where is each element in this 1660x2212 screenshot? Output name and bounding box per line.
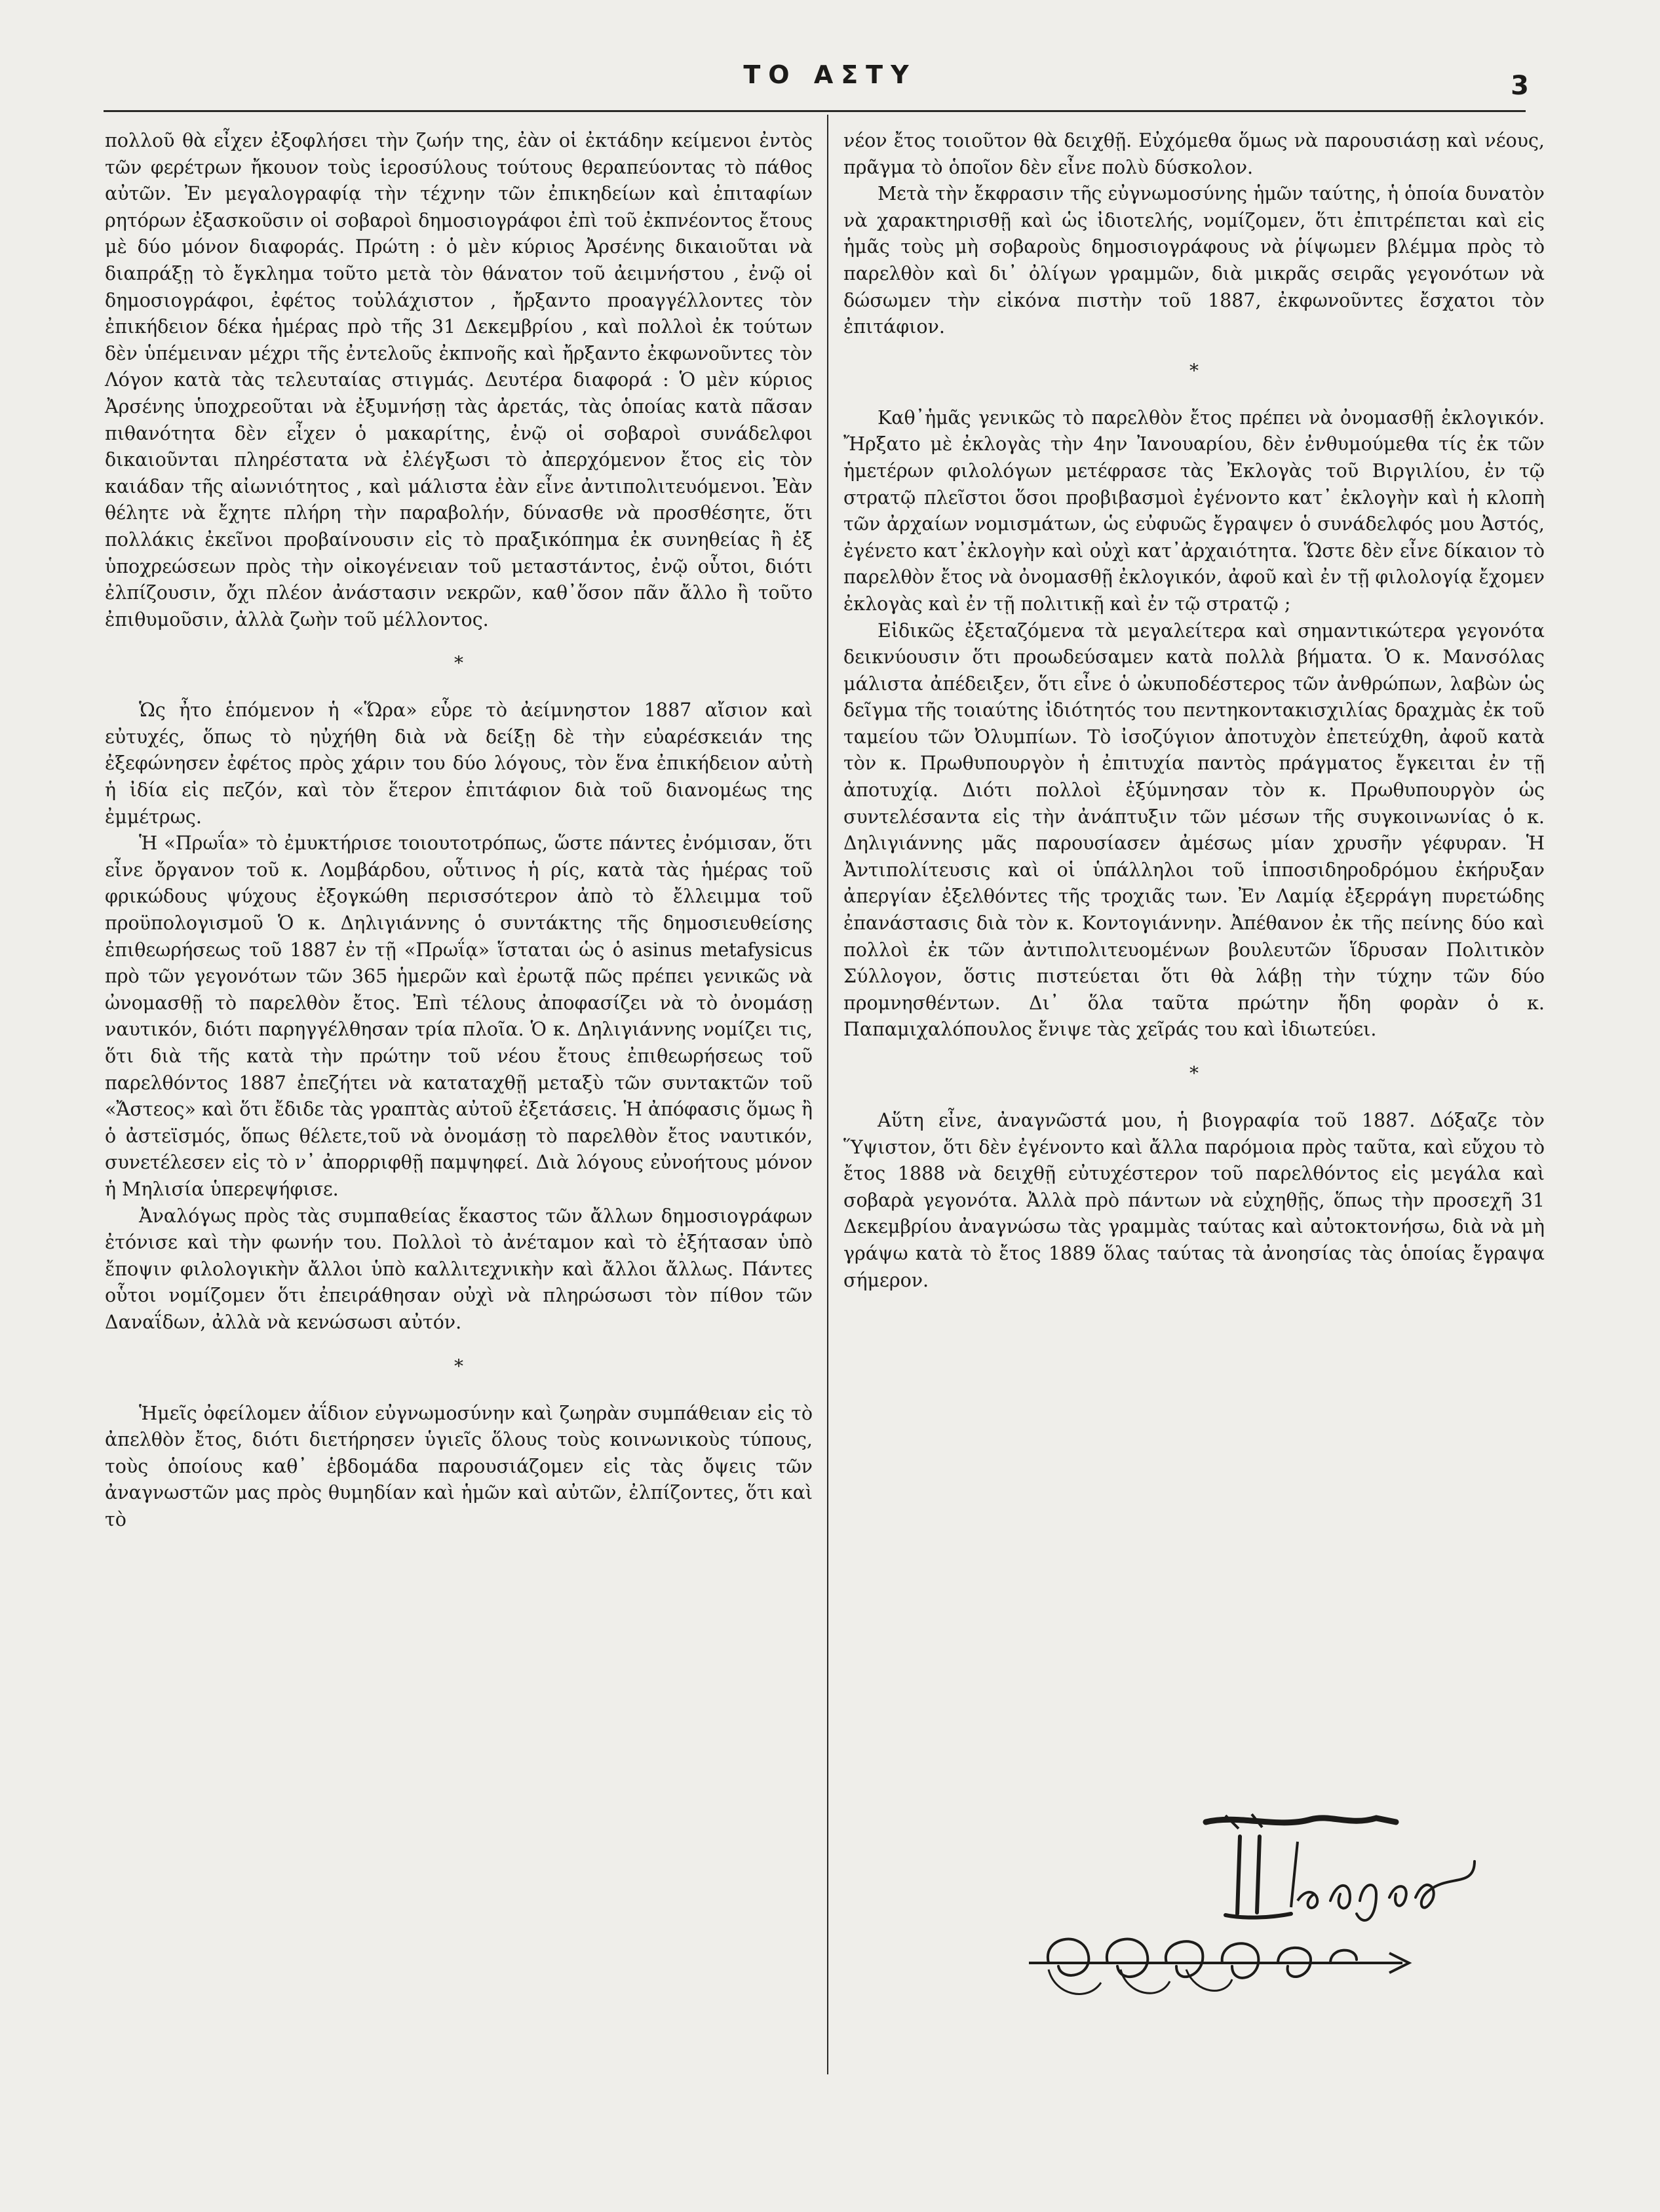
paragraph: Καθ᾽ἡμᾶς γενικῶς τὸ παρελθὸν ἔτος πρέπει νὰ ὀνομασθῇ ἐκλογικόν. Ἤρξατο μὲ ἐκλογὰς τὴν 4ην Ἰανουαρίου, δὲν ἐνθυμούμεθα τίς ἐκ τῶν ἡμετέρων φιλολόγων μετέφρασε τὰς Ἐκλογὰς τοῦ Βιργιλίου, ἐν τῷ στρατῷ πλεῖστοι ὅσοι προβιβασμοὶ ἐγένοντο κατ᾽ ἐκλογὴν καὶ ἡ κλοπὴ τῶν ἀρχαίων νομισμάτων, ὡς εὐφυῶς ἔγραψεν ὁ συνάδελφός μου Ἀστός, ἐγένετο κατ᾽ἐκλογὴν καὶ οὐχὶ κατ᾽ἀρχαιότητα. Ὥστε δὲν εἶνε δίκαιον τὸ παρελθὸν ἔτος νὰ ὀνομασθῇ ἐκλογικόν, ἀφοῦ καὶ ἐν τῇ φιλολογίᾳ ἔχομεν ἐκλογὰς καὶ ἐν τῇ πολιτικῇ καὶ ἐν τῷ στρατῷ ; — [843, 406, 1545, 615]
paragraph: νέον ἔτος τοιοῦτον θὰ δειχθῇ. Εὐχόμεθα ὅμως νὰ παρουσιάσῃ καὶ νέους, πρᾶγμα τὸ ὁποῖον δὲν εἶνε πολὺ δύσκολον. — [843, 130, 1545, 178]
paragraph: Εἰδικῶς ἐξεταζόμενα τὰ μεγαλείτερα καὶ σημαντικώτερα γεγονότα δεικνύουσιν ὅτι προωδεύσαμεν κατὰ πολλὰ βήματα. Ὁ κ. Μανσόλας μάλιστα ἀπέδειξεν, ὅτι εἶνε ὁ ὠκυποδέστερος τῶν ἀνθρώπων, λαβὼν ὡς δεῖγμα τῆς τοιαύτης ἰδιότητός του πεντηκοντακισχιλίας δραχμὰς ἐκ τοῦ ταμείου τῶν Ὀλυμπίων. Τὸ ἰσοζύγιον ἀποτυχὸν ἐπετεύχθη, ἀφοῦ κατὰ τὸν κ. Πρωθυπουργὸν ἡ ἐπιτυχία παντὸς πράγματος ἔγκειται ἐν τῇ ἀποτυχίᾳ. Διότι πολλοὶ ἐξύμνησαν τὸν κ. Πρωθυπουργὸν ὡς συντελέσαντα εἰς τὴν ἀνάπτυξιν τῶν μέσων τῆς συγκοινωνίας ὁ κ. Δηλιγιάννης μᾶς παρουσίασεν ἀμέσως μίαν χρυσῆν γέφυραν. Ἡ Ἀντιπολίτευσις καὶ οἱ ὑπάλληλοι τοῦ ἱπποσιδηροδρόμου ἐκήρυξαν ἀπεργίαν ἐξελθόντες τῆς τροχιᾶς των. Ἐν Λαμίᾳ ἐξερράγη πυρετώδης ἐπανάστασις διὰ τὸν κ. Κοντογιάννην. Ἀπέθανον ἐκ τῆς πείνης δύο καὶ πολλοὶ ἐκ τῶν ἀντιπολιτευομένων βουλευτῶν ἵδρυσαν Πολιτικὸν Σύλλογον, ὅστις πιστεύεται ὅτι θὰ λάβῃ τὴν τύχην τῶν δύο προμνησθέντων. Δι᾽ ὅλα ταῦτα πρώτην ἤδη φορὰν ὁ κ. Παπαμιχαλόπουλος ἔνιψε τὰς χεῖράς του καὶ ἰδιωτεύει. — [843, 619, 1545, 1041]
page-number: 3 — [1511, 71, 1529, 101]
left-column — [105, 128, 813, 1534]
paragraph: Αὕτη εἶνε, ἀναγνῶστά μου, ἡ βιογραφία τοῦ 1887. Δόξαζε τὸν Ὕψιστον, ὅτι δὲν ἐγένοντο καὶ ἄλλα παρόμοια πρὸς ταῦτα, καὶ εὔχου τὸ ἔτος 1888 νὰ δειχθῇ εὐτυχέστερον τοῦ παρελθόντος εἰς μεγάλα καὶ σοβαρὰ γεγονότα. Ἀλλὰ πρὸ πάντων νὰ εὐχηθῇς, ὅπως τὴν προσεχῆ 31 Δεκεμβρίου ἀναγνώσω τὰς γραμμὰς ταύτας καὶ αὐτοκτονήσω, διὰ νὰ μὴ γράψω κατὰ τὸ ἔτος 1889 ὅλας ταύτας τὰ ἀνοησίας τὰς ὁποίας ἔγραψα σήμερον. — [843, 1110, 1545, 1291]
section-separator: * — [1189, 359, 1199, 381]
paragraph: πολλοῦ θὰ εἶχεν ἐξοφλήσει τὴν ζωήν της, ἐὰν οἱ ἐκτάδην κείμενοι ἐντὸς τῶν φερέτρων ἤκουον τοὺς ἱεροσύλους τούτους θεραπεύοντας τὸ πάθος αὐτῶν. Ἐν μεγαλογραφίᾳ τὴν τέχνην τῶν ἐπικηδείων καὶ ἐπιταφίων ρητόρων ἐξασκοῦσιν οἱ σοβαροὶ δημοσιογράφοι ἐπὶ τοῦ ἐκπνέοντος ἔτους μὲ δύο μόνον διαφοράς. Πρώτη : ὁ μὲν κύριος Ἀρσένης δικαιοῦται νὰ διαπράξῃ τὸ ἔγκλημα τοῦτο μετὰ τὸν θάνατον τοῦ ἀειμνήστου , ἐνῷ οἱ δημοσιογράφοι, ἐφέτος τοὐλάχιστον , ἤρξαντο προαγγέλλοντες τὸν ἐπικήδειον δέκα ἡμέρας πρὸ τῆς 31 Δεκεμβρίου , καὶ πολλοὶ ἐκ τούτων δὲν ὑπέμειναν μέχρι τῆς ἐντελοῦς ἐκπνοῆς καὶ ἤρξαντο ἐκφωνοῦντες τὸν Λόγον κατὰ τὰς τελευταίας στιγμάς. Δευτέρα διαφορά : Ὁ μὲν κύριος Ἀρσένης ὑποχρεοῦται νὰ ἐξυμνήσῃ τὰς ἀρετάς, τὰς ὁποίας κατὰ πᾶσαν πιθανότητα δὲν εἶχεν ὁ μακαρίτης, ἐνῷ οἱ σοβαροὶ συνάδελφοι δικαιοῦνται πληρέστατα νὰ ἐλέγξωσι τὸ ἀπερχόμενον ἔτος εἰς τὸν καιάδαν τῆς αἰωνιότητος , καὶ μάλιστα ἐὰν εἶνε ἀντιπολιτευόμενοι. Ἐὰν θέλητε νὰ ἔχητε πλήρη τὴν παραβολήν, δύνασθε νὰ προσθέσητε, ὅτι πολλάκις ἐκεῖνοι προβαίνουσιν εἰς τὸ πραξικόπημα ἐκ συνηθείας ἢ ἐξ ὑποχρεώσεων πρὸς τὴν οἰκογένειαν τοῦ μεταστάντος, ἐνῷ οὗτοι, διότι ἐλπίζουσιν, ὄχι πλέον ἀνάστασιν νεκρῶν, καθ᾽ὅσον πᾶν ἄλλο ἢ τοῦτο ἐπιθυμοῦσιν, ἀλλὰ ζωὴν τοῦ μέλλοντος. — [105, 130, 813, 631]
paragraph: Ἡ «Πρωΐα» τὸ ἐμυκτήρισε τοιουτοτρόπως, ὥστε πάντες ἐνόμισαν, ὅτι εἶνε ὄργανον τοῦ κ. Λομβάρδου, οὗτινος ἡ ρίς, κατὰ τὰς ἡμέρας τοῦ φρικώδους ψύχους ἐξογκώθη περισσότερον ἀπὸ τὸ ἔλλειμμα τοῦ προϋπολογισμοῦ Ὁ κ. Δηλιγιάννης ὁ συντάκτης τῆς δημοσιευθείσης ἐπιθεωρήσεως τοῦ 1887 ἐν τῇ «Πρωΐᾳ» ἵσταται ὡς ὁ asinus metafysicus πρὸ τῶν γεγονότων τῶν 365 ἡμερῶν καὶ ἐρωτᾷ πῶς πρέπει γενικῶς νὰ ὠνομασθῇ τὸ παρελθὸν ἔτος. Ἐπὶ τέλους ἀποφασίζει νὰ τὸ ὀνομάσῃ ναυτικόν, διότι παρηγγέλθησαν τρία πλοῖα. Ὁ κ. Δηλιγιάννης νομίζει τις, ὅτι διὰ τῆς κατὰ τὴν πρώτην τοῦ νέου ἔτους ἐπιθεωρήσεως τοῦ παρελθόντος 1887 ἐπεζήτει νὰ καταταχθῇ μεταξὺ τῶν συντακτῶν τοῦ «Ἄστεος» καὶ ὅτι ἔδιδε τὰς γραπτὰς αὐτοῦ ἐξετάσεις. Ἡ ἀπόφασις ὅμως ἢ ὁ ἀστεϊσμός, ὅπως θέλετε,τοῦ νὰ ὀνομάσῃ τὸ παρελθὸν ἔτος ναυτικόν, συνετέλεσεν εἰς τὸ ν᾽ ἀπορριφθῇ παμψηφεί. Διὰ λόγους εὐνοήτους μόνον ἡ Μηλισία ὑπερεψήφισε. — [105, 832, 813, 1200]
paragraph: Ἡμεῖς ὀφείλομεν ἀΐδιον εὐγνωμοσύνην καὶ ζωηρὰν συμπάθειαν εἰς τὸ ἀπελθὸν ἔτος, διότι διετήρησεν ὑγιεῖς ὅλους τοὺς κοινωνικοὺς τύπους, τοὺς ὁποίους καθ᾽ ἑβδομάδα παρουσιάζομεν εἰς τὰς ὄψεις τῶν ἀναγνωστῶν μας πρὸς θυμηδίαν καὶ ἡμῶν καὶ αὐτῶν, ἐλπίζοντες, ὅτι καὶ τὸ — [105, 1402, 813, 1530]
paragraph: Ὡς ἦτο ἑπόμενον ἡ «Ὥρα» εὗρε τὸ ἀείμνηστον 1887 αἴσιον καὶ εὐτυχές, ὅπως τὸ ηὐχήθη διὰ νὰ δείξῃ δὲ τὴν εὐαρέσκειάν της ἐξεφώνησεν ἐφέτος πρὸς χάριν του δύο λόγους, τὸν ἕνα ἐπικήδειον αὐτὴ ἡ ἰδία εἰς πεζόν, καὶ τὸν ἕτερον ἐπιτάφιον διὰ τοῦ διανομέως της ἐμμέτρως. — [105, 699, 813, 828]
header-rule — [104, 110, 1526, 112]
decorative-flourish — [1022, 1924, 1416, 2009]
section-separator: * — [454, 1355, 463, 1377]
section-separator: * — [1189, 1062, 1199, 1084]
author-signature — [1199, 1802, 1540, 1933]
paragraph: Μετὰ τὴν ἔκφρασιν τῆς εὐγνωμοσύνης ἡμῶν ταύτης, ἡ ὁποία δυνατὸν νὰ χαρακτηρισθῇ καὶ ὡς ἰδιοτελής, νομίζομεν, ὅτι ἐπιτρέπεται καὶ εἰς ἡμᾶς τοὺς μὴ σοβαροὺς δημοσιογράφους νὰ ῥίψωμεν βλέμμα πρὸς τὸ παρελθὸν καὶ δι᾽ ὀλίγων γραμμῶν, διὰ μικρᾶς σειρᾶς γεγονότων νὰ δώσωμεν τὴν εἰκόνα πιστὴν τοῦ 1887, ἐκφωνοῦντες ἔσχατοι τὸν ἐπιτάφιον. — [843, 183, 1545, 338]
section-separator: * — [454, 652, 463, 674]
newspaper-title: ΤΟ ΑΣΤΥ — [743, 60, 917, 89]
right-column — [843, 128, 1545, 1294]
column-divider — [827, 115, 828, 2074]
paragraph: Ἀναλόγως πρὸς τὰς συμπαθείας ἕκαστος τῶν ἄλλων δημοσιογράφων ἐτόνισε καὶ τὴν φωνήν του. Πολλοὶ τὸ ἀνέταμον καὶ τὸ ἐξήτασαν ὑπὸ ἔποψιν φιλολογικὴν ἄλλοι ὑπὸ καλλιτεχνικὴν καὶ ἄλλοι ἄλλως. Πάντες οὗτοι νομίζομεν ὅτι ἐπειράθησαν οὐχὶ νὰ πληρώσωσι τὸν πίθον τῶν Δαναΐδων, ἀλλὰ νὰ κενώσωσι αὐτόν. — [105, 1205, 813, 1333]
